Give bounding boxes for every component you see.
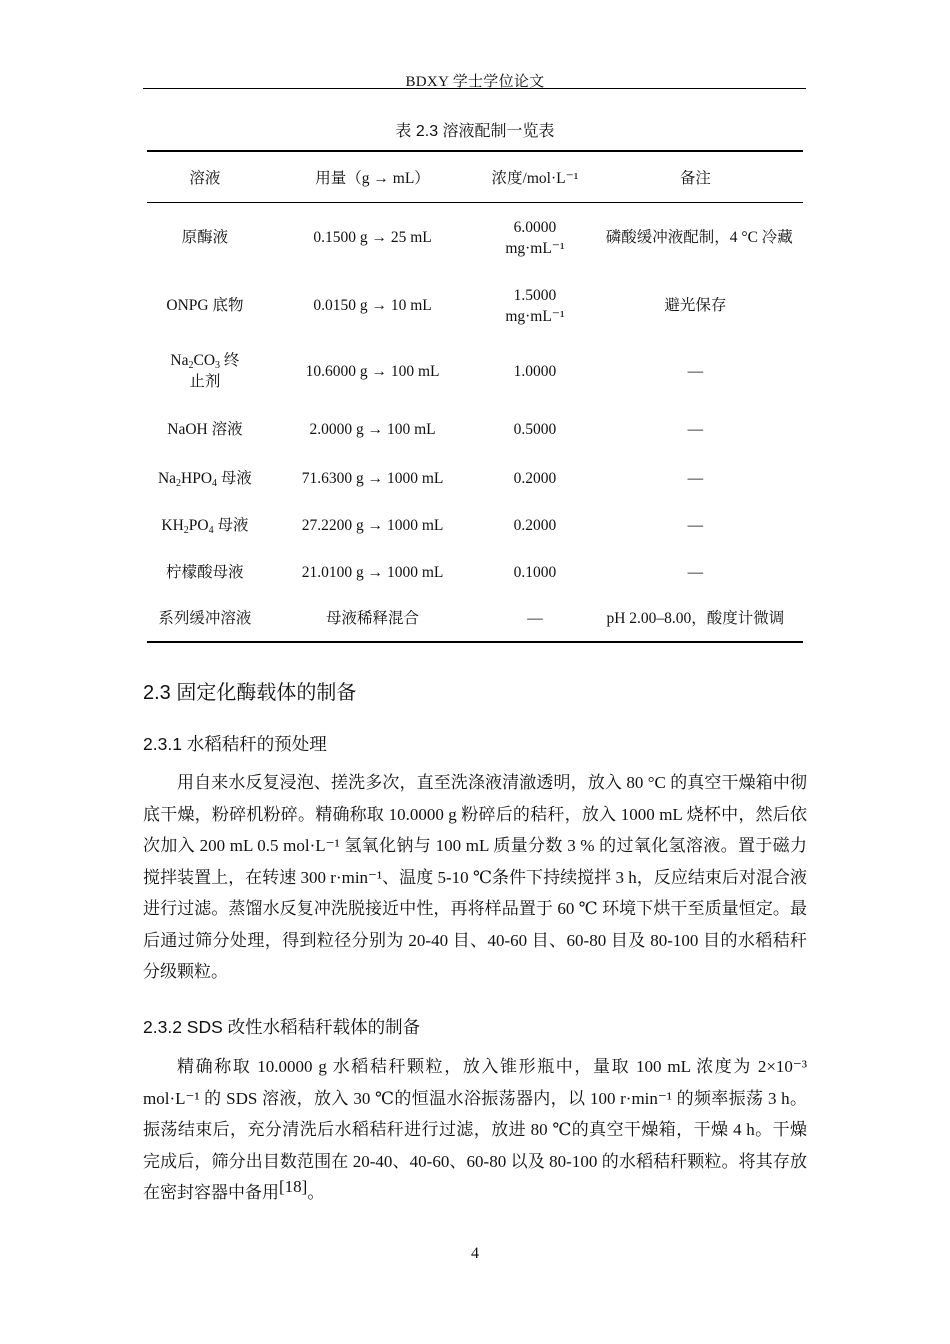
- formula-suffix: 终止剂: [189, 352, 240, 390]
- cell-concentration: 0.2000: [513, 469, 557, 487]
- cell-amount: 71.6300 g → 1000 mL: [301, 469, 444, 487]
- cell-concentration: 0.5000: [513, 420, 557, 438]
- cell-note: —: [687, 420, 704, 438]
- formula-suffix: 母液: [217, 469, 252, 487]
- cell-note: —: [687, 516, 704, 534]
- formula-part: HPO: [181, 469, 213, 487]
- cell-solution: ONPG 底物: [166, 297, 244, 314]
- cell-amount: 0.1500 g → 25 mL: [313, 229, 432, 246]
- cell-concentration: [482, 203, 588, 273]
- cell-amount: 10.6000 g → 100 mL: [305, 362, 440, 380]
- formula-subscript: 3: [215, 360, 221, 371]
- table-row: [147, 455, 803, 501]
- concentration-value: 6.0000: [513, 218, 557, 236]
- formula-part: CO: [193, 352, 216, 369]
- cell-solution: [147, 455, 263, 501]
- concentration-unit: mg·mL⁻¹: [505, 307, 565, 325]
- header-rule: [143, 88, 806, 89]
- table-row: [147, 272, 803, 339]
- cell-concentration: 1.0000: [513, 362, 557, 380]
- paragraph-text: 精确称取 10.0000 g 水稻秸秆颗粒，放入锥形瓶中，量取 100 mL 浓度为 2×10⁻³ mol·L⁻¹ 的 SDS 溶液，放入 30 ℃的恒温水浴振荡器内，以 100 r·min⁻¹ 的频率振荡 3 h。振荡结束后，充分清洗后水稻秸秆进行过滤，放进 80 ℃的真空干燥箱，干燥 4 h。干燥完成后，筛分出目数范围在 20-40、40-60、60-80 以及 80-100 的水稻秸秆颗粒。将其存放在密封容器中备用: [143, 1057, 807, 1202]
- cell-note: —: [687, 563, 704, 581]
- table-row: [147, 595, 803, 642]
- cell-concentration: 0.2000: [513, 516, 557, 534]
- header-cell-amount: 用量（g → mL）: [263, 151, 482, 203]
- table-row: [147, 403, 803, 455]
- cell-note: 避光保存: [664, 297, 727, 314]
- formula-part: Na: [157, 469, 177, 487]
- cell-concentration: —: [527, 609, 543, 627]
- cell-amount: 27.2200 g → 1000 mL: [301, 516, 444, 534]
- table-header-row: [147, 151, 803, 203]
- formula-subscript: 4: [212, 477, 218, 489]
- formula-part: KH: [161, 516, 184, 534]
- table-row: [147, 203, 803, 273]
- cell-amount: 母液稀释混合: [326, 609, 420, 627]
- subsection-heading-pretreatment: 2.3.1 水稻秸秆的预处理: [143, 734, 327, 754]
- cell-solution: 柠檬酸母液: [166, 563, 244, 581]
- subsection-heading-sds-carrier: 2.3.2 SDS 改性水稻秸秆载体的制备: [143, 1017, 421, 1037]
- formula-part: Na: [170, 352, 189, 369]
- concentration-unit: mg·mL⁻¹: [505, 239, 565, 257]
- cell-note: pH 2.00–8.00，酸度计微调: [606, 609, 785, 627]
- solution-table: [147, 150, 803, 643]
- section-heading: 2.3 固定化酶载体的制备: [143, 682, 357, 704]
- running-header: BDXY 学士学位论文: [405, 74, 545, 90]
- concentration-value: 1.5000: [513, 286, 557, 304]
- formula-part: PO: [188, 516, 209, 534]
- cell-solution: [147, 339, 263, 403]
- cell-solution: 系列缓冲溶液: [158, 609, 252, 627]
- paragraph-pretreatment: 用自来水反复浸泡、搓洗多次，直至洗涤液清澈透明，放入 80 °C 的真空干燥箱中彻底干燥，粉碎机粉碎。精确称取 10.0000 g 粉碎后的秸秆，放入 1000 mL 烧杯中，然后依次加入 200 mL 0.5 mol·L⁻¹ 氢氧化钠与 100 mL 质量分数 3 % 的过氧化氢溶液。置于磁力搅拌装置上，在转速 300 r·min⁻¹、温度 5-10 ℃条件下持续搅拌 3 h，反应结束后对混合液进行过滤。蒸馏水反复冲洗脱接近中性，再将样品置于 60 ℃ 环境下烘干至质量恒定。最后通过筛分处理，得到粒径分别为 20-40 目、40-60 目、60-80 目及 80-100 目的水稻秸秆分级颗粒。: [143, 773, 807, 981]
- formula-subscript: 2: [176, 477, 182, 489]
- header-cell-concentration: 浓度/mol·L⁻¹: [482, 151, 588, 203]
- formula-subscript: 4: [208, 524, 214, 536]
- header-cell-note: 备注: [588, 151, 803, 203]
- cell-solution: 原酶液: [181, 229, 229, 246]
- table-row: [147, 549, 803, 595]
- cell-note: —: [687, 362, 704, 380]
- cell-amount: 21.0100 g → 1000 mL: [301, 563, 444, 581]
- page-number: 4: [471, 1245, 479, 1262]
- cell-solution: [147, 501, 263, 549]
- cell-note: 磷酸缓冲液配制，4 °C 冷藏: [605, 229, 793, 246]
- cell-concentration: 0.1000: [513, 563, 557, 581]
- cell-concentration: [482, 272, 588, 339]
- table-row: [147, 339, 803, 403]
- formula-suffix: 母液: [213, 516, 249, 534]
- paragraph-sds-carrier: [143, 1051, 807, 1209]
- table-row: [147, 501, 803, 549]
- formula-subscript: 2: [188, 360, 194, 371]
- cell-solution: NaOH 溶液: [167, 420, 243, 438]
- formula-subscript: 2: [183, 524, 189, 536]
- header-cell-solution: 溶液: [147, 151, 263, 203]
- citation-reference: [18]: [279, 1177, 308, 1196]
- cell-amount: 2.0000 g → 100 mL: [309, 420, 436, 438]
- cell-note: —: [687, 469, 704, 487]
- table-caption: 表 2.3 溶液配制一览表: [395, 123, 555, 140]
- cell-amount: 0.0150 g → 10 mL: [313, 297, 432, 314]
- paragraph-end: 。: [307, 1183, 325, 1202]
